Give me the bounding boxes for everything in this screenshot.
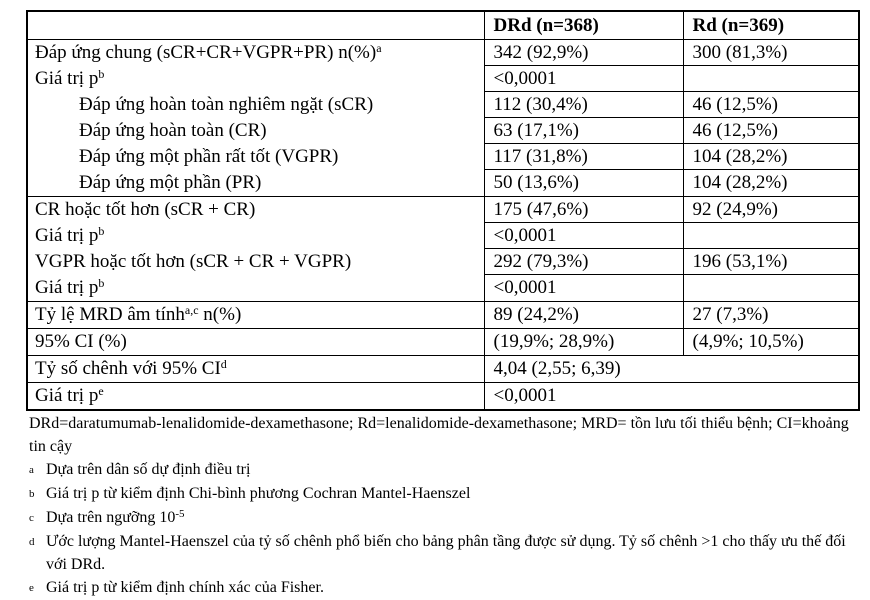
value: 112 (30,4%)	[485, 92, 683, 118]
table-header-row	[27, 11, 859, 40]
value: 63 (17,1%)	[485, 118, 683, 144]
footnote-text: Dựa trên dân số dự định điều trị	[46, 461, 251, 478]
value	[684, 223, 859, 249]
row-label-group	[27, 40, 484, 197]
row-label-group	[27, 197, 484, 302]
drd-value-cell	[484, 329, 683, 356]
superscript: b	[98, 67, 105, 81]
value: 46 (12,5%)	[684, 92, 859, 118]
value	[684, 275, 859, 301]
row-label-cell	[27, 302, 484, 329]
value: 300 (81,3%)	[684, 40, 859, 66]
value: 104 (28,2%)	[684, 144, 859, 170]
footnote-text: Dựa trên ngưỡng $10^{-5}$	[46, 508, 185, 526]
row-label: VGPR hoặc tốt hơn (sCR + CR + VGPR)	[35, 251, 352, 272]
row-label: Đáp ứng hoàn toàn nghiêm ngặt (sCR)	[79, 94, 374, 115]
value: 196 (53,1%)	[684, 249, 859, 275]
value	[684, 66, 859, 92]
rd-value-cell	[683, 329, 859, 356]
superscript: b	[98, 224, 105, 238]
footnote-marker: d	[29, 536, 35, 548]
value: 292 (79,3%)	[485, 249, 683, 275]
row-label: Giá trị $p^e$	[35, 384, 104, 406]
value: (19,9%; 28,9%)	[493, 331, 615, 352]
table-row	[27, 302, 859, 329]
row-label: Đáp ứng chung (sCR+CR+VGPR+PR) n(%)$^a$	[35, 41, 382, 63]
row-label: Giá trị $p^b$	[35, 224, 105, 246]
value: 27 (7,3%)	[692, 304, 769, 325]
value: 175 (47,6%)	[485, 197, 683, 223]
footnote-text: Giá trị p từ kiểm định Chi-bình phương Cochran Mantel-Haenszel	[46, 485, 471, 502]
value: <0,0001	[485, 66, 683, 92]
table-row	[27, 356, 859, 383]
row-label: Tỷ lệ MRD âm tính$^{a,c}$ n(%)	[35, 303, 242, 325]
value: 89 (24,2%)	[493, 304, 579, 325]
row-label: Giá trị $p^b$	[35, 276, 105, 298]
value: 46 (12,5%)	[684, 118, 859, 144]
table-row	[27, 197, 859, 302]
footnote-text: Giá trị p từ kiểm định chính xác của Fisher.	[46, 579, 324, 596]
footnote-item	[26, 506, 862, 530]
row-label: 95% CI (%)	[35, 331, 127, 352]
abbreviation-definitions: DRd=daratumumab-lenalidomide-dexamethasone; Rd=lenalidomide-dexamethasone; MRD= tồn lưu tối thiểu bệnh; CI=khoảng tin cậy	[29, 415, 849, 455]
row-label: Tỷ số chênh với 95% $CI^d$	[35, 357, 227, 379]
footnote-marker: a	[29, 464, 34, 476]
value: <0,0001	[493, 277, 557, 298]
table-row	[27, 329, 859, 356]
value: 4,04 (2,55; 6,39)	[493, 358, 621, 379]
footnote-text: Ước lượng Mantel-Haenszel của tỷ số chênh phổ biến cho bảng phân tầng được sử dụng. Tỷ số chênh >1 cho thấy ưu thế đối với DRd.	[46, 533, 846, 573]
row-label-cell	[27, 383, 484, 411]
footnote-list	[26, 458, 862, 600]
value: 92 (24,9%)	[684, 197, 859, 223]
value: <0,0001	[493, 385, 557, 406]
header-empty-cell	[27, 11, 484, 40]
footnote-item	[26, 458, 862, 482]
superscript: d	[220, 357, 227, 371]
value: 104 (28,2%)	[692, 172, 788, 193]
table-row	[27, 383, 859, 411]
combined-value-cell	[484, 356, 859, 383]
rd-value-cell	[683, 40, 859, 197]
rd-value-cell	[683, 197, 859, 302]
row-label-cell	[27, 356, 484, 383]
footnotes	[26, 412, 862, 600]
superscript: a,c	[184, 303, 199, 317]
row-label: Đáp ứng một phần rất tốt (VGPR)	[79, 146, 339, 167]
row-label-cell	[27, 329, 484, 356]
row-label: Đáp ứng hoàn toàn (CR)	[79, 120, 267, 141]
row-label: Giá trị $p^b$	[35, 67, 105, 89]
superscript: e	[98, 384, 104, 398]
table-row	[27, 40, 859, 197]
combined-value-cell	[484, 383, 859, 411]
header-col-rd: Rd (n=369)	[683, 11, 859, 40]
drd-value-cell	[484, 197, 683, 302]
results-table	[26, 10, 860, 411]
value: 117 (31,8%)	[485, 144, 683, 170]
row-label: Đáp ứng một phần (PR)	[79, 172, 262, 193]
drd-value-cell	[484, 302, 683, 329]
footnote-marker: e	[29, 582, 34, 594]
header-col-drd: DRd (n=368)	[484, 11, 683, 40]
superscript: -5	[175, 508, 185, 520]
superscript: a	[376, 41, 382, 55]
value: 342 (92,9%)	[485, 40, 683, 66]
footnote-item	[26, 576, 862, 600]
drd-value-cell	[484, 40, 683, 197]
superscript: b	[98, 276, 105, 290]
value: (4,9%; 10,5%)	[692, 331, 804, 352]
footnote-marker: b	[29, 488, 35, 500]
footnote-item	[26, 482, 862, 506]
value: 50 (13,6%)	[493, 172, 579, 193]
footnote-item	[26, 530, 862, 576]
rd-value-cell	[683, 302, 859, 329]
value: <0,0001	[485, 223, 683, 249]
footnote-marker: c	[29, 512, 34, 524]
row-label: CR hoặc tốt hơn (sCR + CR)	[35, 199, 256, 220]
